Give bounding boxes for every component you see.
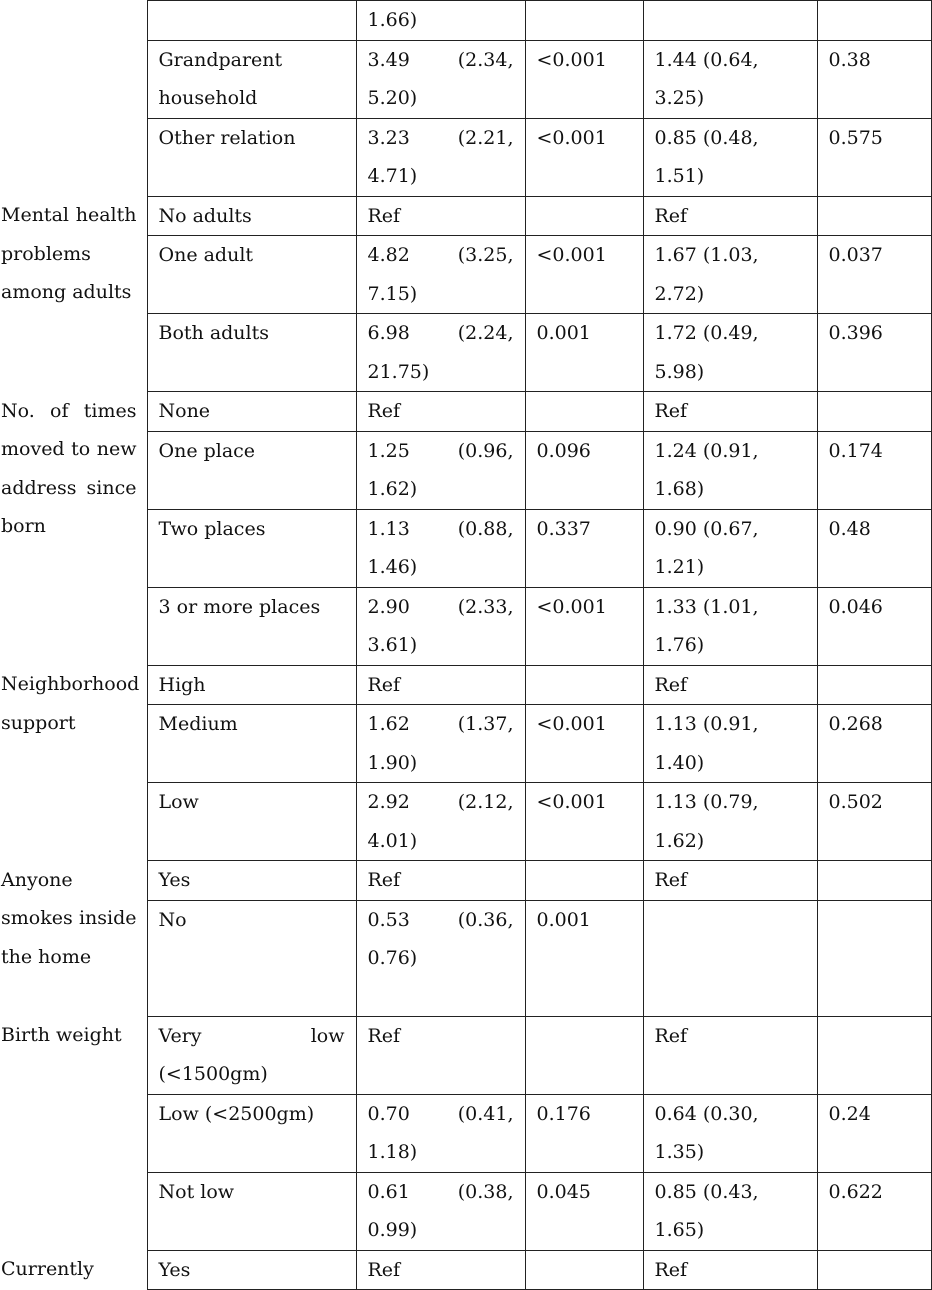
odds-ratio-cell: Ref: [356, 196, 525, 236]
odds-ratio-cell: 4.82 (3.25, 7.15): [356, 236, 525, 314]
variable-cell: Currently: [0, 1250, 147, 1290]
p-value-cell: [525, 1, 643, 41]
adjusted-p-value-cell: [817, 861, 931, 901]
adjusted-odds-ratio-cell: 1.44 (0.64, 3.25): [643, 40, 817, 118]
adjusted-odds-ratio-cell: Ref: [643, 392, 817, 432]
table-row: [0, 861, 931, 901]
odds-ratio-cell: Ref: [356, 665, 525, 705]
level-cell: High: [147, 665, 356, 705]
adjusted-odds-ratio-cell: 1.13 (0.91, 1.40): [643, 705, 817, 783]
level-cell: One place: [147, 431, 356, 509]
level-cell: Other relation: [147, 118, 356, 196]
adjusted-p-value-cell: 0.575: [817, 118, 931, 196]
variable-cell: [0, 118, 147, 196]
adjusted-odds-ratio-cell: 0.85 (0.43, 1.65): [643, 1172, 817, 1250]
adjusted-p-value-cell: 0.174: [817, 431, 931, 509]
adjusted-p-value-cell: 0.48: [817, 509, 931, 587]
odds-ratio-cell: 2.92 (2.12, 4.01): [356, 783, 525, 861]
adjusted-p-value-cell: 0.622: [817, 1172, 931, 1250]
p-value-cell: 0.176: [525, 1094, 643, 1172]
odds-ratio-cell: 3.23 (2.21, 4.71): [356, 118, 525, 196]
level-cell: Grandparent household: [147, 40, 356, 118]
odds-ratio-cell: 3.49 (2.34, 5.20): [356, 40, 525, 118]
adjusted-p-value-cell: 0.046: [817, 587, 931, 665]
table-row: [0, 118, 931, 196]
level-cell: Two places: [147, 509, 356, 587]
odds-ratio-cell: 2.90 (2.33, 3.61): [356, 587, 525, 665]
p-value-cell: [525, 861, 643, 901]
adjusted-odds-ratio-cell: [643, 900, 817, 1016]
odds-ratio-cell: Ref: [356, 1016, 525, 1094]
level-cell: [147, 1, 356, 41]
table-row: [0, 392, 931, 432]
level-cell: Low (<2500gm): [147, 1094, 356, 1172]
level-cell: Low: [147, 783, 356, 861]
variable-cell: Mental health problems among adults: [0, 196, 147, 392]
p-value-cell: <0.001: [525, 705, 643, 783]
table-row: [0, 1016, 931, 1094]
odds-ratio-cell: 0.53 (0.36, 0.76): [356, 900, 525, 1016]
level-cell: 3 or more places: [147, 587, 356, 665]
adjusted-p-value-cell: [817, 1, 931, 41]
level-cell: Not low: [147, 1172, 356, 1250]
table-row: [0, 665, 931, 705]
adjusted-odds-ratio-cell: 1.67 (1.03, 2.72): [643, 236, 817, 314]
level-cell: Very low (<1500gm): [147, 1016, 356, 1094]
p-value-cell: <0.001: [525, 40, 643, 118]
odds-ratio-cell: Ref: [356, 861, 525, 901]
p-value-cell: <0.001: [525, 587, 643, 665]
adjusted-p-value-cell: [817, 196, 931, 236]
level-cell: Medium: [147, 705, 356, 783]
variable-cell: Anyone smokes inside the home: [0, 861, 147, 1017]
adjusted-p-value-cell: [817, 1250, 931, 1290]
adjusted-p-value-cell: 0.38: [817, 40, 931, 118]
adjusted-p-value-cell: 0.502: [817, 783, 931, 861]
odds-ratio-cell: 0.70 (0.41, 1.18): [356, 1094, 525, 1172]
level-cell: None: [147, 392, 356, 432]
adjusted-odds-ratio-cell: 1.72 (0.49, 5.98): [643, 314, 817, 392]
adjusted-odds-ratio-cell: 0.90 (0.67, 1.21): [643, 509, 817, 587]
level-cell: Yes: [147, 1250, 356, 1290]
level-cell: One adult: [147, 236, 356, 314]
p-value-cell: [525, 1250, 643, 1290]
table-row: [0, 196, 931, 236]
adjusted-p-value-cell: 0.24: [817, 1094, 931, 1172]
table-row: [0, 1, 931, 41]
adjusted-odds-ratio-cell: Ref: [643, 665, 817, 705]
p-value-cell: [525, 1016, 643, 1094]
adjusted-p-value-cell: [817, 900, 931, 1016]
p-value-cell: <0.001: [525, 118, 643, 196]
adjusted-odds-ratio-cell: 0.64 (0.30, 1.35): [643, 1094, 817, 1172]
adjusted-p-value-cell: [817, 1016, 931, 1094]
p-value-cell: 0.096: [525, 431, 643, 509]
variable-cell: Neighborhood support: [0, 665, 147, 861]
p-value-cell: [525, 196, 643, 236]
adjusted-odds-ratio-cell: Ref: [643, 196, 817, 236]
odds-ratio-cell: 1.13 (0.88, 1.46): [356, 509, 525, 587]
adjusted-odds-ratio-cell: Ref: [643, 1250, 817, 1290]
p-value-cell: 0.337: [525, 509, 643, 587]
level-cell: Both adults: [147, 314, 356, 392]
p-value-cell: <0.001: [525, 236, 643, 314]
adjusted-odds-ratio-cell: 1.24 (0.91, 1.68): [643, 431, 817, 509]
odds-ratio-cell: 1.66): [356, 1, 525, 41]
p-value-cell: [525, 392, 643, 432]
adjusted-p-value-cell: 0.396: [817, 314, 931, 392]
level-cell: No adults: [147, 196, 356, 236]
level-cell: Yes: [147, 861, 356, 901]
adjusted-odds-ratio-cell: 1.33 (1.01, 1.76): [643, 587, 817, 665]
odds-ratio-cell: Ref: [356, 392, 525, 432]
odds-ratio-cell: 1.62 (1.37, 1.90): [356, 705, 525, 783]
odds-ratio-cell: 0.61 (0.38, 0.99): [356, 1172, 525, 1250]
variable-cell: [0, 1, 147, 41]
odds-ratio-cell: 6.98 (2.24, 21.75): [356, 314, 525, 392]
adjusted-odds-ratio-cell: 1.13 (0.79, 1.62): [643, 783, 817, 861]
adjusted-odds-ratio-cell: Ref: [643, 861, 817, 901]
adjusted-odds-ratio-cell: Ref: [643, 1016, 817, 1094]
table-row: [0, 1250, 931, 1290]
table-row: [0, 40, 931, 118]
odds-ratio-cell: 1.25 (0.96, 1.62): [356, 431, 525, 509]
variable-cell: [0, 40, 147, 118]
p-value-cell: [525, 665, 643, 705]
p-value-cell: <0.001: [525, 783, 643, 861]
p-value-cell: 0.001: [525, 900, 643, 1016]
p-value-cell: 0.001: [525, 314, 643, 392]
adjusted-p-value-cell: [817, 665, 931, 705]
p-value-cell: 0.045: [525, 1172, 643, 1250]
adjusted-p-value-cell: 0.268: [817, 705, 931, 783]
variable-cell: Birth weight: [0, 1016, 147, 1250]
adjusted-p-value-cell: 0.037: [817, 236, 931, 314]
variable-cell: No. of times moved to new address since born: [0, 392, 147, 666]
adjusted-odds-ratio-cell: 0.85 (0.48, 1.51): [643, 118, 817, 196]
level-cell: No: [147, 900, 356, 1016]
adjusted-p-value-cell: [817, 392, 931, 432]
adjusted-odds-ratio-cell: [643, 1, 817, 41]
odds-ratio-cell: Ref: [356, 1250, 525, 1290]
